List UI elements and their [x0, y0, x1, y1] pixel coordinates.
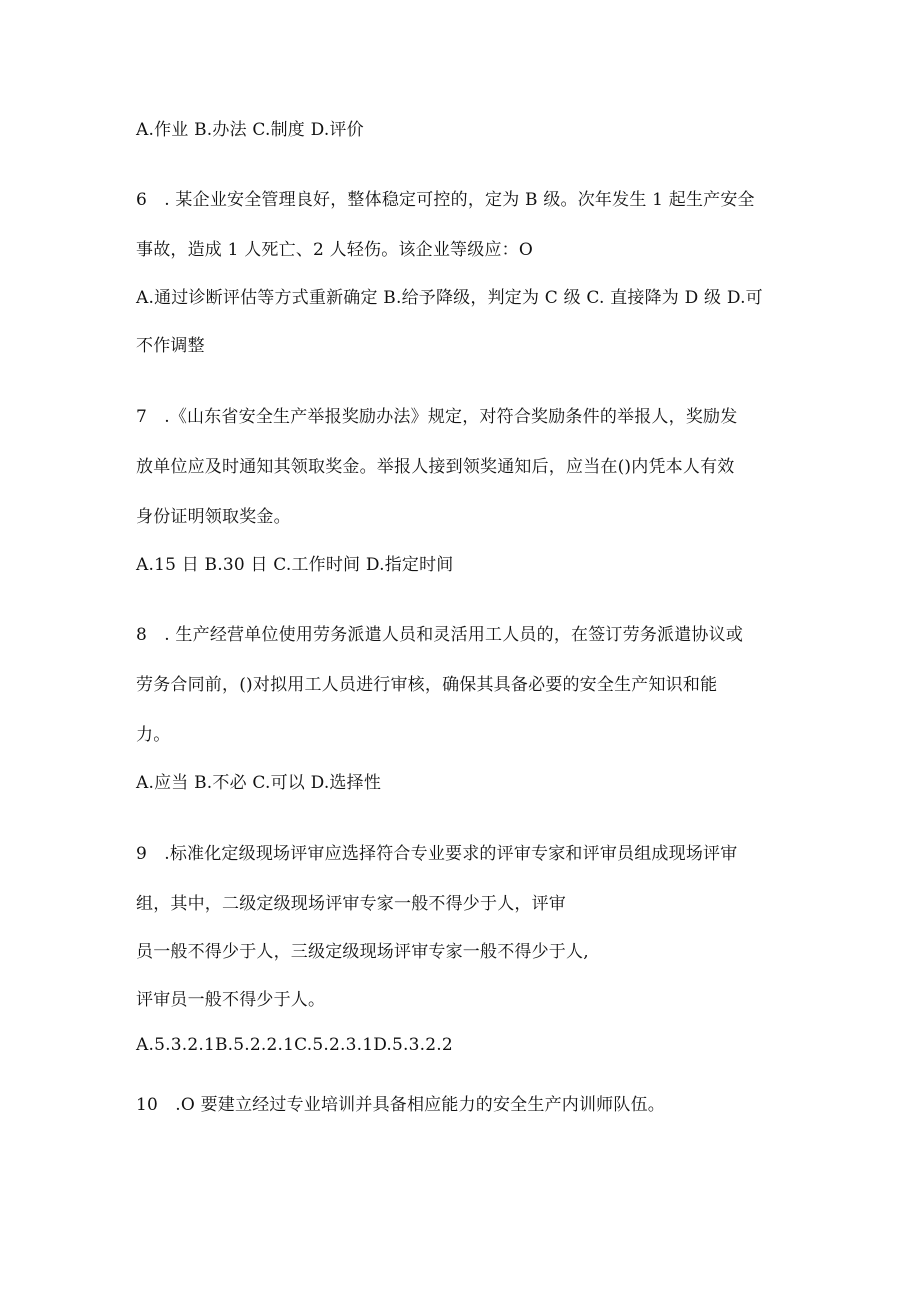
q5-options: A.作业 B.办法 C.制度 D.评价 — [136, 120, 364, 140]
q6-text-line-2: 事故，造成 1 人死亡、2 人轻伤。该企业等级应：O — [136, 240, 533, 260]
q7-text-line-1: 7 .《山东省安全生产举报奖励办法》规定，对符合奖励条件的举报人，奖励发 — [136, 407, 738, 427]
q6-options-line-1: A.通过诊断评估等方式重新确定 B.给予降级，判定为 C 级 C. 直接降为 D 级 D.可 — [136, 288, 763, 308]
q7-text-line-2: 放单位应及时通知其领取奖金。举报人接到领奖通知后，应当在()内凭本人有效 — [136, 457, 735, 477]
q9-text-line-4: 评审员一般不得少于人。 — [136, 990, 326, 1010]
q7-text-line-3: 身份证明领取奖金。 — [136, 507, 291, 527]
q8-text-line-3: 力。 — [136, 725, 171, 745]
q10-text-line-1: 10 .O 要建立经过专业培训并具备相应能力的安全生产内训师队伍。 — [136, 1095, 665, 1115]
q9-text-line-3: 员一般不得少于人，三级定级现场评审专家一般不得少于人, — [136, 942, 589, 962]
q6-text-line-1: 6 . 某企业安全管理良好，整体稳定可控的，定为 B 级。次年发生 1 起生产安全 — [136, 190, 755, 210]
q9-text-line-1: 9 .标准化定级现场评审应选择符合专业要求的评审专家和评审员组成现场评审 — [136, 844, 738, 864]
q9-options: A.5.3.2.1B.5.2.2.1C.5.2.3.1D.5.3.2.2 — [136, 1035, 453, 1055]
q7-options: A.15 日 B.30 日 C.工作时间 D.指定时间 — [136, 555, 454, 575]
q8-text-line-1: 8 . 生产经营单位使用劳务派遣人员和灵活用工人员的，在签订劳务派遣协议或 — [136, 625, 744, 645]
q8-text-line-2: 劳务合同前，()对拟用工人员进行审核，确保其具备必要的安全生产知识和能 — [136, 675, 718, 695]
q8-options: A.应当 B.不必 C.可以 D.选择性 — [136, 773, 382, 793]
q9-text-line-2: 组，其中，二级定级现场评审专家一般不得少于人，评审 — [136, 894, 566, 914]
q6-options-line-2: 不作调整 — [136, 336, 205, 356]
